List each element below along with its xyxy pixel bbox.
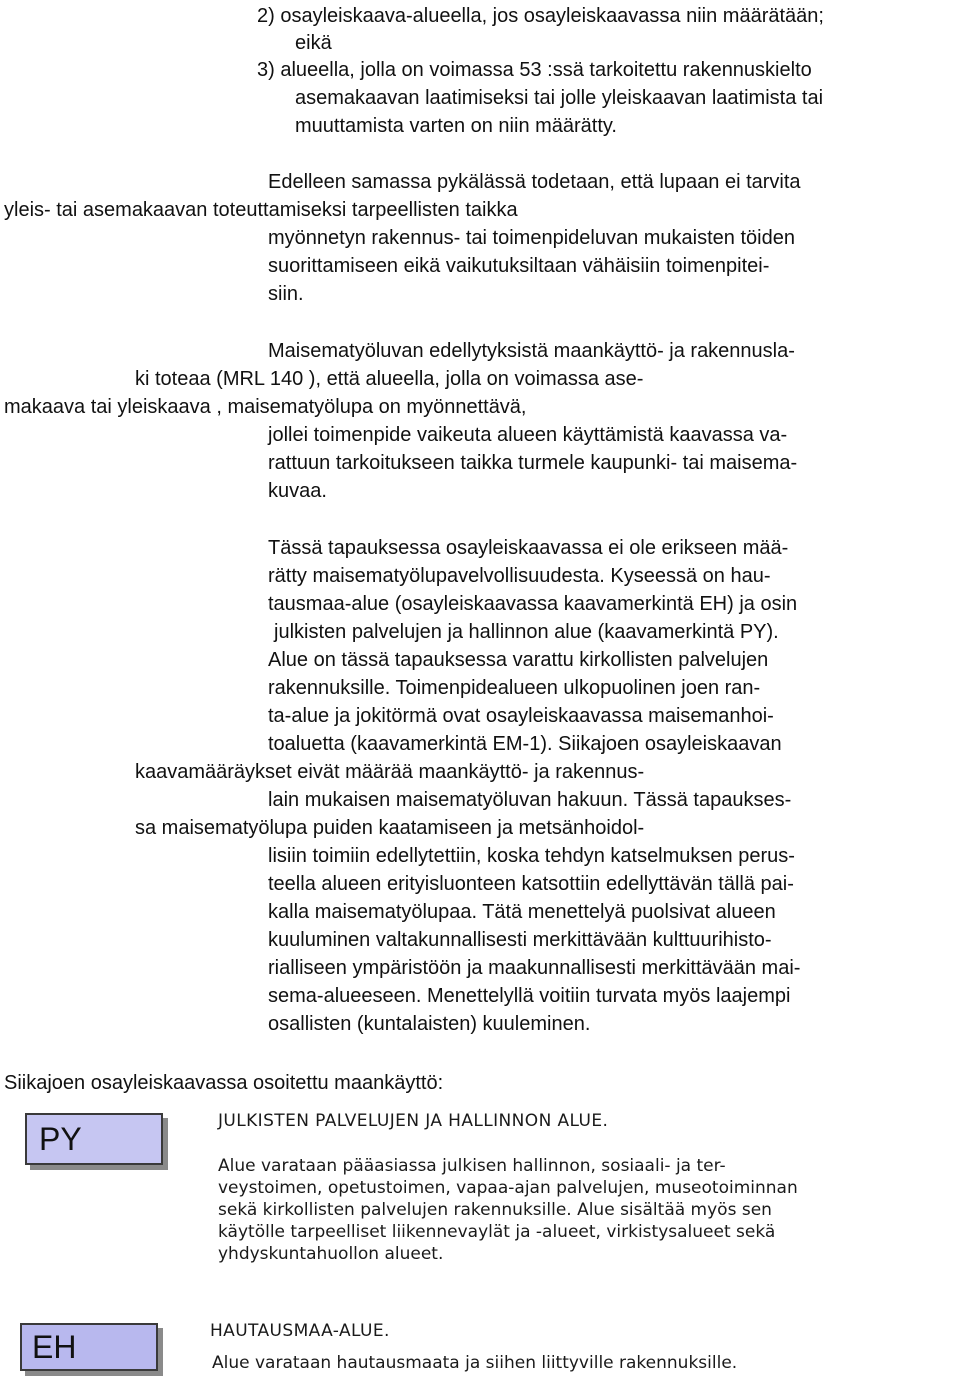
list-item-3-line-3: muuttamista varten on niin määrätty. xyxy=(295,115,617,137)
legend-title-py: JULKISTEN PALVELUJEN JA HALLINNON ALUE. xyxy=(218,1111,609,1131)
paragraph-3-line-11: sa maisematyölupa puiden kaatamiseen ja metsänhoidol- xyxy=(135,817,645,839)
paragraph-2-line-5: rattuun tarkoitukseen taikka turmele kaupunki- tai maisema- xyxy=(268,452,798,474)
paragraph-3-line-15: kuuluminen valtakunnallisesti merkittävään kulttuurihisto- xyxy=(268,929,772,951)
paragraph-3-line-9: kaavamääräykset eivät määrää maankäyttö- ja rakennus- xyxy=(135,761,645,783)
legend-code-eh: EH xyxy=(32,1329,77,1365)
list-item-2-line-1: 2) osayleiskaava-alueella, jos osayleiskaavassa niin määrätään; xyxy=(257,5,824,27)
legend-desc-py-line-2: veystoimen, opetustoimen, vapaa-ajan palvelujen, museotoiminnan xyxy=(218,1178,798,1198)
paragraph-1-line-4: suorittamiseen eikä vaikutuksiltaan vähäisiin toimenpitei- xyxy=(268,255,770,277)
paragraph-3-line-18: osallisten (kuntalaisten) kuuleminen. xyxy=(268,1013,591,1035)
paragraph-3-line-10: lain mukaisen maisematyöluvan hakuun. Tässä tapaukses- xyxy=(268,789,792,811)
paragraph-3-line-8: toaluetta (kaavamerkintä EM-1). Siikajoen osayleiskaavan xyxy=(268,733,782,755)
paragraph-3-line-17: sema-alueeseen. Menettelyllä voitiin turvata myös laajempi xyxy=(268,985,791,1007)
paragraph-3-line-6: rakennuksille. Toimenpidealueen ulkopuolinen joen ran- xyxy=(268,677,761,699)
paragraph-2-line-1: Maisematyöluvan edellytyksistä maankäyttö- ja rakennusla- xyxy=(268,340,795,362)
list-item-3-line-1: 3) alueella, jolla on voimassa 53 :ssä tarkoitettu rakennuskielto xyxy=(257,59,812,81)
paragraph-1-line-2: yleis- tai asemakaavan toteuttamiseksi tarpeellisten taikka xyxy=(4,199,518,221)
paragraph-2-line-4: jollei toimenpide vaikeuta alueen käyttämistä kaavassa va- xyxy=(268,424,788,446)
list-item-2-line-2: eikä xyxy=(295,32,332,54)
paragraph-3-line-4: julkisten palvelujen ja hallinnon alue (kaavamerkintä PY). xyxy=(274,621,779,643)
paragraph-3-line-13: teella alueen erityisluonteen katsottiin edellyttävän tällä pai- xyxy=(268,873,794,895)
paragraph-3-line-7: ta-alue ja jokitörmä ovat osayleiskaavassa maisemanhoi- xyxy=(268,705,774,727)
paragraph-3-line-1: Tässä tapauksessa osayleiskaavassa ei ole erikseen mää- xyxy=(268,537,789,559)
paragraph-3-line-14: kalla maisematyölupaa. Tätä menettelyä puolsivat alueen xyxy=(268,901,776,923)
legend-symbol-py xyxy=(25,1113,163,1165)
paragraph-2-line-6: kuvaa. xyxy=(268,480,327,502)
paragraph-2-line-3: makaava tai yleiskaava , maisematyölupa on myönnettävä, xyxy=(4,396,527,418)
paragraph-3-line-3: tausmaa-alue (osayleiskaavassa kaavamerkintä EH) ja osin xyxy=(268,593,798,615)
legend-desc-py-line-5: yhdyskuntahuollon alueet. xyxy=(218,1244,444,1264)
legend-desc-py-line-3: sekä kirkollisten palvelujen rakennuksille. Alue sisältää myös sen xyxy=(218,1200,772,1220)
legend-desc-py-line-4: käytölle tarpeelliset liikennevaylät ja -alueet, virkistysalueet sekä xyxy=(218,1222,776,1242)
paragraph-1-line-1: Edelleen samassa pykälässä todetaan, että lupaan ei tarvita xyxy=(268,171,801,193)
paragraph-3-line-12: lisiin toimiin edellytettiin, koska tehdyn katselmuksen perus- xyxy=(268,845,795,867)
list-item-3-line-2: asemakaavan laatimiseksi tai jolle yleiskaavan laatimista tai xyxy=(295,87,824,109)
legend-desc-py-line-1: Alue varataan pääasiassa julkisen hallinnon, sosiaali- ja ter- xyxy=(218,1156,726,1176)
paragraph-1-line-3: myönnetyn rakennus- tai toimenpideluvan mukaisten töiden xyxy=(268,227,795,249)
legend-title-eh: HAUTAUSMAA-ALUE. xyxy=(210,1321,390,1341)
paragraph-2-line-2: ki toteaa (MRL 140 ), että alueella, jolla on voimassa ase- xyxy=(135,368,644,390)
paragraph-3-line-5: Alue on tässä tapauksessa varattu kirkollisten palvelujen xyxy=(268,649,769,671)
paragraph-3-line-2: rätty maisematyölupavelvollisuudesta. Kyseessä on hau- xyxy=(268,565,771,587)
legend-desc-eh-line-1: Alue varataan hautausmaata ja siihen liittyville rakennuksille. xyxy=(212,1353,738,1373)
paragraph-1-line-5: siin. xyxy=(268,283,304,305)
legend-code-py: PY xyxy=(39,1121,82,1157)
paragraph-3-line-16: rialliseen ympäristöön ja maakunnallisesti merkittävään mai- xyxy=(268,957,801,979)
legend-symbol-eh xyxy=(20,1323,158,1371)
legend-caption: Siikajoen osayleiskaavassa osoitettu maankäyttö: xyxy=(4,1072,444,1094)
